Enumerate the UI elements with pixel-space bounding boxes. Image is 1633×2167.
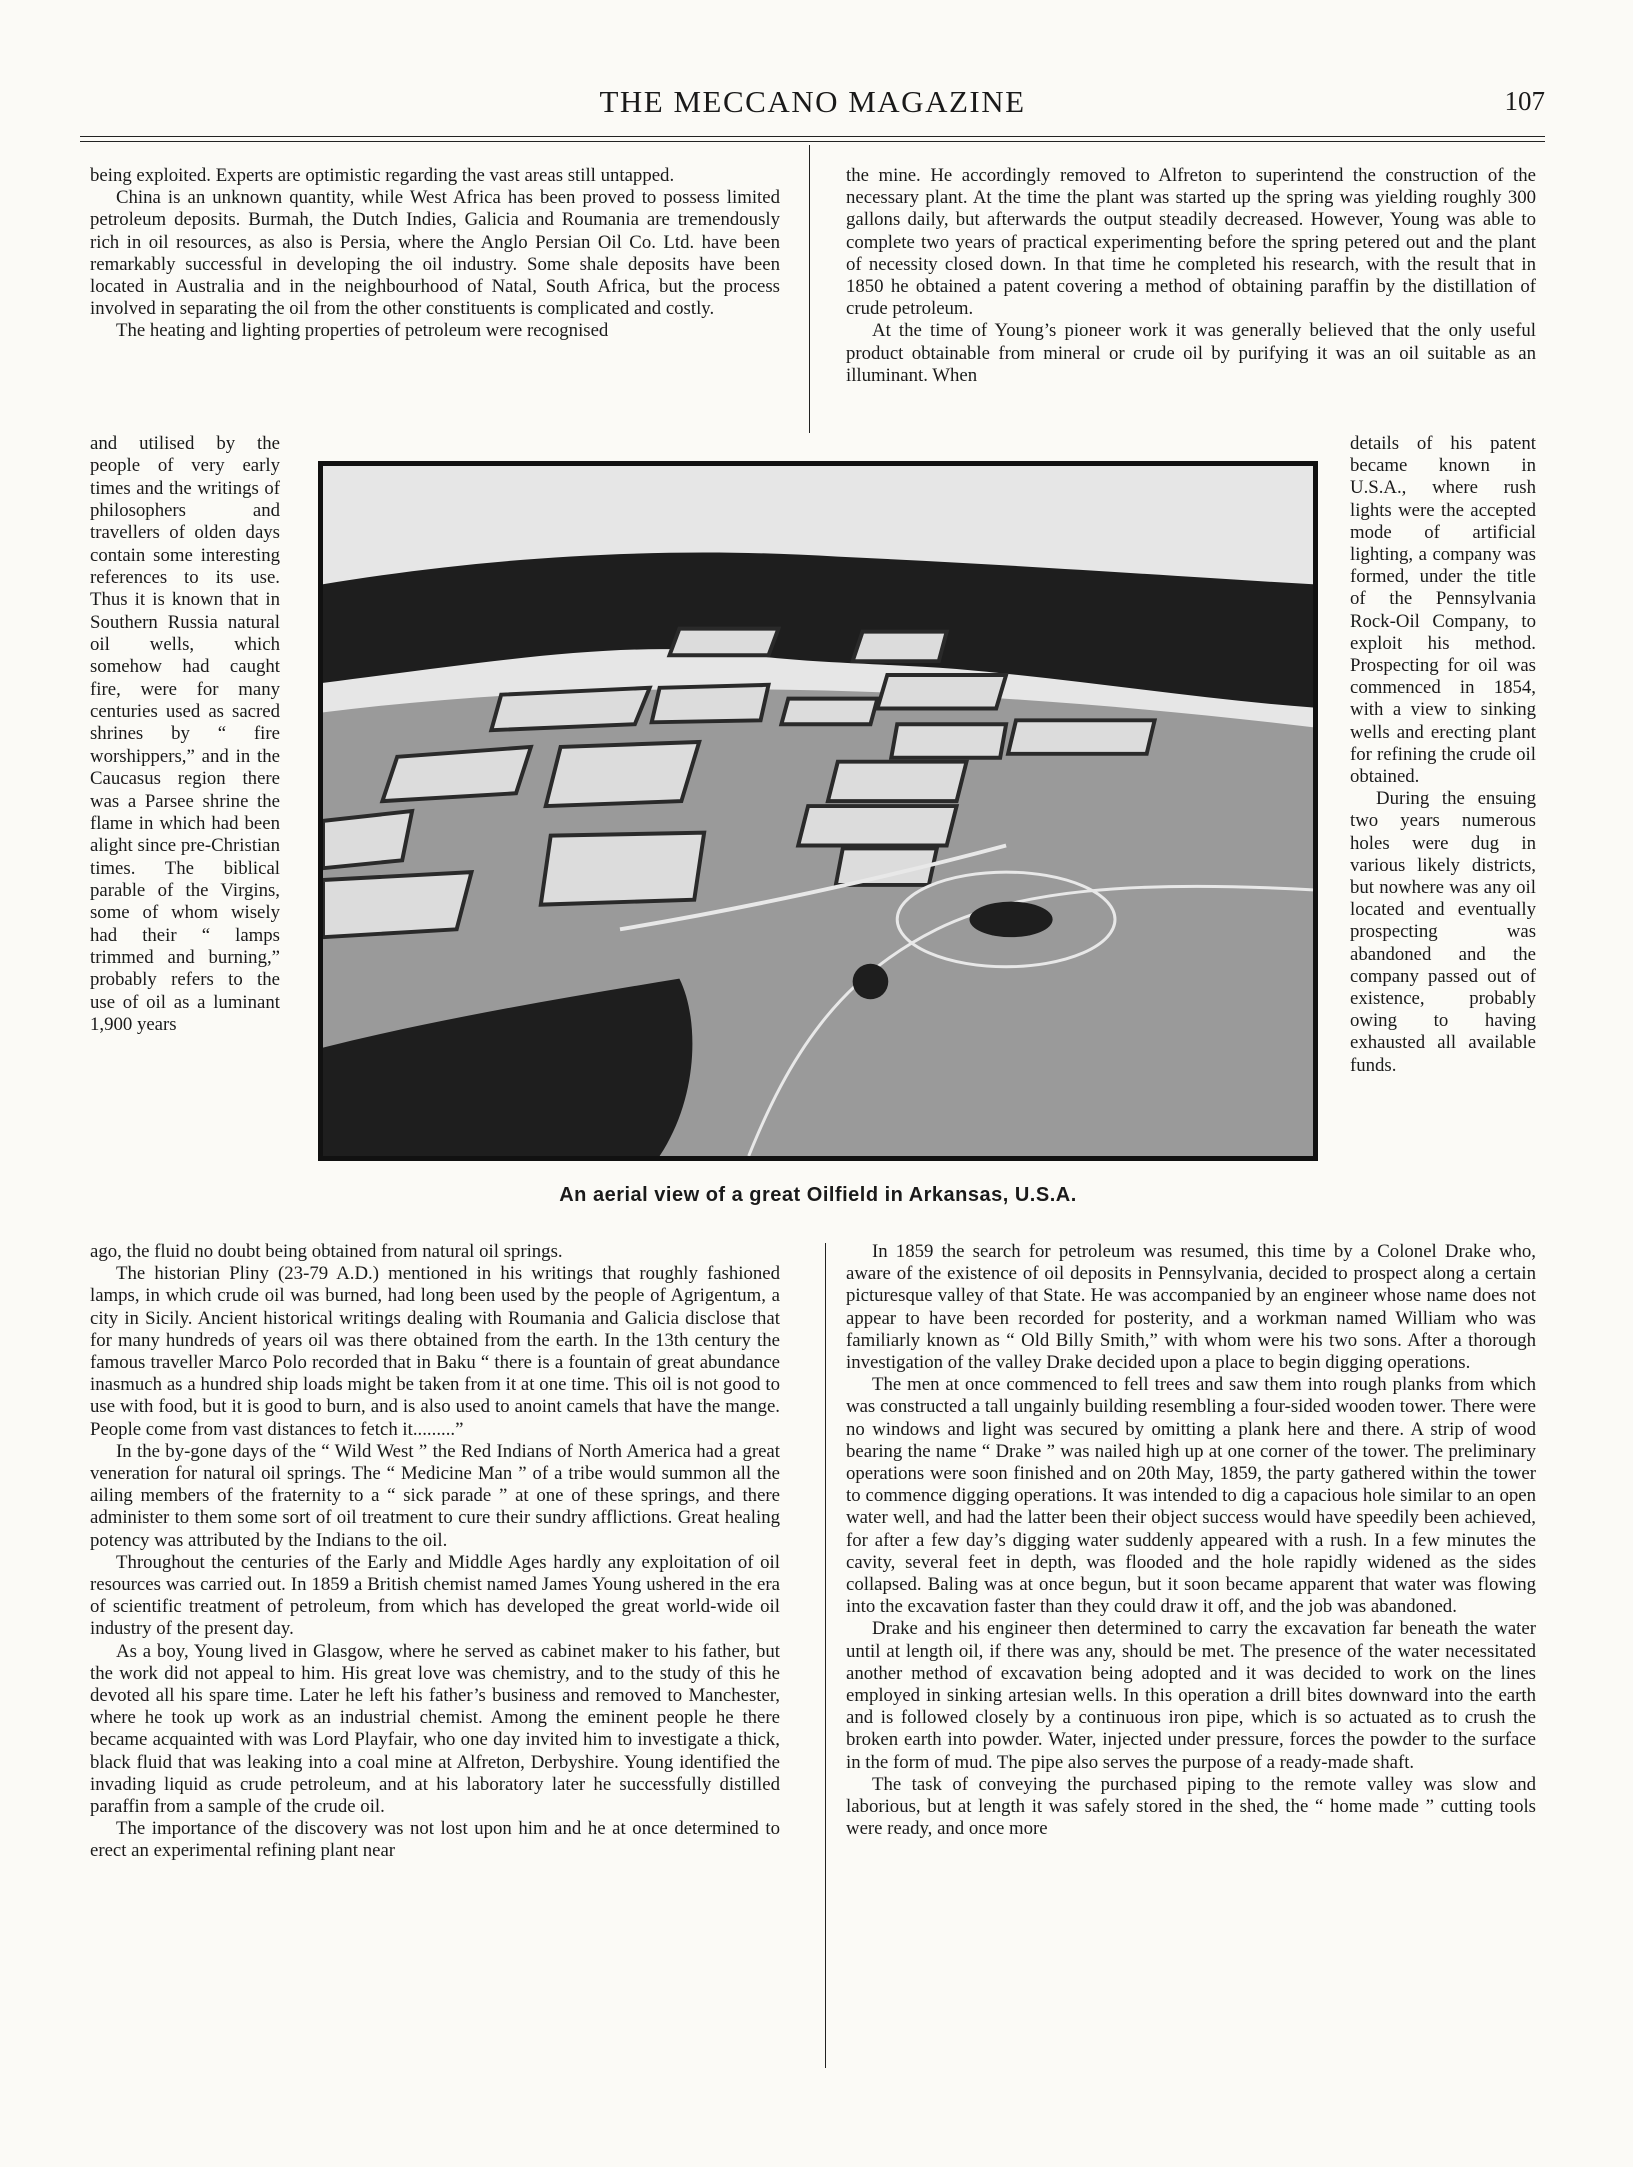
tank-pit — [323, 811, 412, 868]
paragraph: Drake and his engineer then determined to carry the excavation far beneath the water until at length oil, if there was any, should be met. The presence of the water necessitated another method of excavation being adopted and it was decided to work on the lines employed in sinking artesian wells. In this operation a drill bites downward into the earth and is followed closely by a continuous iron pipe, which is so actuated as to crush the broken earth into powder. Water, injected under pressure, forces the powder to the surface in the form of mud. The pipe also serves the purpose of a ready-made shaft. — [846, 1618, 1536, 1773]
tank-pit — [491, 688, 649, 730]
tank-pit — [323, 872, 472, 937]
tank-pit — [877, 675, 1006, 709]
paragraph: At the time of Young’s pioneer work it was generally believed that the only useful product obtainable from mineral or crude oil by purifying it was an oil suitable as an illuminant. When — [846, 320, 1536, 386]
tank-pit — [853, 632, 947, 662]
paragraph: Throughout the centuries of the Early and Middle Ages hardly any exploitation of oil resources was carried out. In 1859 a British chemist named James Young ushered in the era of scientific treatment of petroleum, from which has developed the great world-wide oil industry of the present day. — [90, 1551, 780, 1640]
header-rule-top — [80, 136, 1545, 137]
left-column-top — [90, 165, 780, 343]
tank-pit — [798, 806, 956, 845]
tank-pit — [541, 833, 704, 905]
paragraph: and utilised by the people of very early times and the writings of philosophers and travellers of olden days contain some interesting references to its use. Thus it is known that in Southern Russia natural oil wells, which somehow had caught fire, were for many centuries used as sacred shrines by “ fire worshippers,” and in the Caucasus region there was a Parsee shrine the flame in which had been alight since pre-Christian times. The biblical parable of the Virgins, some of whom wisely had their “ lamps trimmed and burning,” probably refers to the use of oil as a luminant 1,900 years — [90, 433, 280, 1035]
paragraph: The historian Pliny (23-79 A.D.) mentioned in his writings that roughly fashioned lamps, in which crude oil was burned, had long been used by the people of Agrigentum, a city in Sicily. Ancient historical writings dealing with Roumania and Galicia disclose that for many hundreds of years oil was there obtained from the earth. In the 13th century the famous traveller Marco Polo recorded that in Baku “ there is a fountain of great abundance inasmuch as a hundred ship loads might be taken from it at one time. This oil is not good to use with food, but it is good to burn, and is also used to anoint camels that have the mange. People come from vast distances to fetch it.........” — [90, 1263, 780, 1440]
tank-pit — [1008, 720, 1155, 754]
right-column-wrap — [1350, 433, 1536, 1077]
right-column-bottom — [846, 1241, 1536, 1840]
paragraph: The importance of the discovery was not lost upon him and he at once determined to erect an experimental refining plant near — [90, 1818, 780, 1862]
column-divider-bottom — [825, 1243, 826, 2068]
paragraph: In 1859 the search for petroleum was resumed, this time by a Colonel Drake who, aware of the existence of oil deposits in Pennsylvania, decided to prospect along a certain picturesque valley of that State. He was accompanied by an engineer whose name does not appear to have been recorded for posterity, and a workman named William who was familiarly known as “ Old Billy Smith,” with whom were his two sons. After a thorough investigation of the valley Drake decided upon a place to begin digging operations. — [846, 1241, 1536, 1374]
column-divider-top — [809, 145, 810, 433]
tank-pit — [652, 685, 769, 722]
paragraph: The men at once commenced to fell trees and saw them into rough planks from which was constructed a tall ungainly building resembling a four-sided wooden tower. There were no windows and light was secured by omitting a plank here and there. A strip of wood bearing the name “ Drake ” was nailed high up at one corner of the tower. The preliminary operations were soon finished and on 20th May, 1859, the party gathered within the tower to commence digging operations. It was intended to dig a capacious hole similar to an open water well, and had the latter been their object success would have speedily been achieved, for after a few day’s digging water suddenly appeared with a rush. In a few minutes the cavity, several feet in depth, was flooded and the hole rapidly widened as the sides collapsed. Baling was at once begun, but it soon became apparent that water was flowing into the excavation faster than they could draw it off, and the job was abandoned. — [846, 1374, 1536, 1618]
tank-pit — [670, 629, 779, 656]
tank-pit — [781, 699, 877, 725]
photo-storage-tank — [969, 902, 1052, 937]
paragraph: China is an unknown quantity, while West Africa has been proved to possess limited petroleum deposits. Burmah, the Dutch Indies, Galicia and Roumania are tremendously rich in oil resources, as also is Persia, where the Anglo Persian Oil Co. Ltd. have been remarkably successful in developing the oil industry. Some shale deposits have been located in Australia and in the neighbourhood of Natal, South Africa, but the process involved in separating the oil from the other constituents is complicated and costly. — [90, 187, 780, 320]
paragraph: As a boy, Young lived in Glasgow, where he served as cabinet maker to his father, but the work did not appeal to him. His great love was chemistry, and to the study of this he devoted all his spare time. Later he left his father’s business and removed to Manchester, where he took up work as an industrial chemist. Among the eminent people he there became acquainted with was Lord Playfair, who one day invited him to investigate a thick, black fluid that was leaking into a coal mine at Alfreton, Derbyshire. Young identified the invading liquid as crude petroleum, and at his laboratory later he successfully distilled paraffin from a sample of the crude oil. — [90, 1640, 780, 1818]
paragraph: being exploited. Experts are optimistic regarding the vast areas still untapped. — [90, 165, 675, 186]
paragraph: ago, the fluid no doubt being obtained from natural oil springs. — [90, 1241, 563, 1262]
photo-caption: An aerial view of a great Oilfield in Arkansas, U.S.A. — [559, 1184, 1077, 1206]
tank-pit — [382, 747, 531, 801]
right-column-top — [846, 165, 1536, 387]
page-header — [80, 84, 1545, 130]
aerial-oilfield-image — [323, 466, 1313, 1156]
paragraph: The heating and lighting properties of petroleum were recognised — [116, 320, 609, 342]
page-number: 107 — [1504, 86, 1545, 116]
oilfield-photo — [318, 461, 1318, 1161]
tank-pit — [891, 724, 1006, 758]
header-rule-bottom — [80, 141, 1545, 142]
left-column-wrap — [90, 433, 280, 1036]
tank-pit — [828, 762, 967, 801]
magazine-title: THE MECCANO MAGAZINE — [599, 84, 1026, 119]
paragraph: The task of conveying the purchased piping to the remote valley was slow and laborious, but at length it was safely stored in the shed, the “ home made ” cutting tools were ready, and once more — [846, 1773, 1536, 1840]
paragraph: details of his patent became known in U.S.A., where rush lights were the accepted mode of artificial lighting, a company was formed, under the title of the Pennsylvania Rock-Oil Company, to exploit his method. Prospecting for oil was commenced in 1854, with a view to sinking wells and erecting plant for refining the crude oil obtained. — [1350, 433, 1536, 788]
left-column-bottom — [90, 1241, 780, 1863]
paragraph: the mine. He accordingly removed to Alfreton to superintend the construction of the necessary plant. At the time the plant was started up the spring was yielding roughly 300 gallons daily, but afterwards the output steadily decreased. However, Young was able to complete two years of practical experimenting before the spring petered out and the plant of necessity closed down. In that time he completed his research, with the result that in 1850 he obtained a patent covering a method of obtaining paraffin by the distillation of crude petroleum. — [846, 165, 1536, 320]
paragraph: In the by-gone days of the “ Wild West ” the Red Indians of North America had a great veneration for natural oil springs. The “ Medicine Man ” of a tribe would summon all the ailing members of the fraternity to a “ sick parade ” at one of these springs, and there administer to them some sort of oil treatment to cure their sundry afflictions. Great healing potency was attributed by the Indians to the oil. — [90, 1440, 780, 1551]
photo-tree-clump — [853, 964, 889, 999]
paragraph: During the ensuing two years numerous holes were dug in various likely districts, but nowhere was any oil located and eventually prospecting was abandoned and the company passed out of existence, probably owing to having exhausted all available funds. — [1350, 788, 1536, 1076]
tank-pit — [546, 742, 699, 806]
